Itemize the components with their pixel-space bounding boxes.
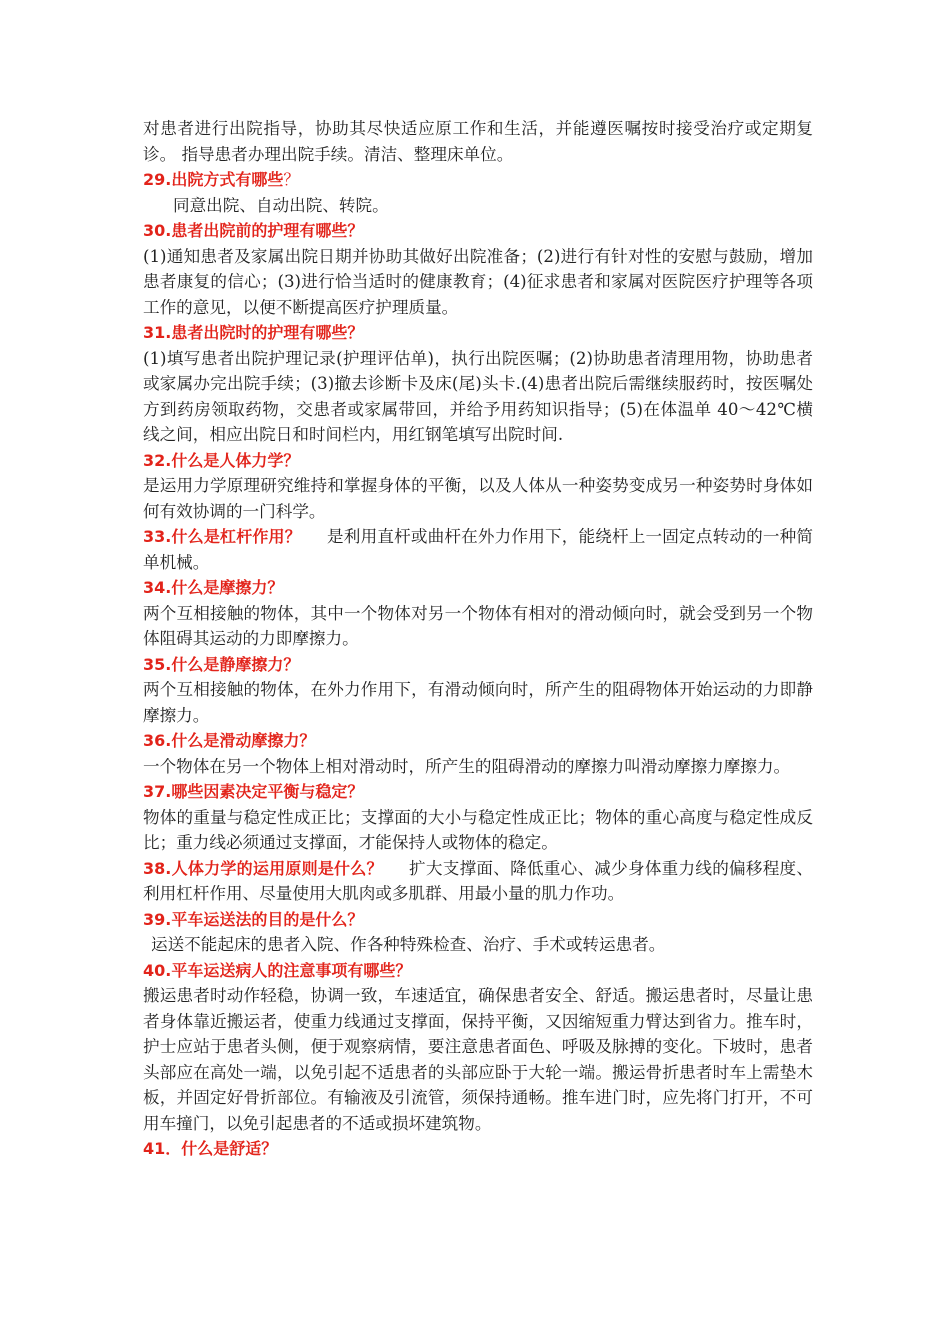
qa-item-39 (143, 907, 813, 958)
question-heading: 39.平车运送法的目的是什么？ (143, 909, 364, 929)
answer-text: (1)通知患者及家属出院日期并协助其做好出院准备；(2)进行有针对性的安慰与鼓励，增加患者康复的信心；(3)进行恰当适时的健康教育；(4)征求患者和家属对医院医疗护理等各项工作的意见，以便不断提高医疗护理质量。 (143, 246, 813, 317)
qa-item-36 (143, 728, 813, 779)
question-heading: 33.什么是杠杆作用？ (143, 527, 301, 546)
question-heading: 36.什么是滑动摩擦力？ (143, 731, 316, 750)
question-heading: 32.什么是人体力学？ (143, 450, 300, 470)
question-heading: 40.平车运送病人的注意事项有哪些？ (143, 960, 412, 980)
qa-item-34 (143, 575, 813, 652)
question-heading: 29.出院方式有哪些？ (143, 170, 300, 189)
intro-paragraph: 对患者进行出院指导，协助其尽快适应原工作和生活，并能遵医嘱按时接受治疗或定期复诊。 指导患者办理出院手续。清洁、整理床单位。 (143, 119, 813, 164)
answer-text: (1)填写患者出院护理记录(护理评估单)，执行出院医嘱；(2)协助患者清理用物，协助患者或家属办完出院手续；(3)撤去诊断卡及床(尾)头卡.(4)患者出院后需继续服药时，按医嘱处方到药房领取药物，交患者或家属带回，并给予用药知识指导；(5)在体温单 40～42℃横线之间，相应出院日和时间栏内，用红钢笔填写出院时间. (143, 348, 813, 444)
qa-item-32 (143, 448, 813, 525)
question-heading: 41．什么是舒适？ (143, 1139, 278, 1158)
question-heading: 34.什么是摩擦力？ (143, 578, 284, 597)
answer-text: 两个互相接触的物体，在外力作用下，有滑动倾向时，所产生的阻碍物体开始运动的力即静摩擦力。 (143, 680, 813, 725)
question-heading: 35.什么是静摩擦力？ (143, 654, 300, 674)
answer-text: 一个物体在另一个物体上相对滑动时，所产生的阻碍滑动的摩擦力叫滑动摩擦力摩擦力。 (143, 756, 791, 776)
question-heading: 37.哪些因素决定平衡与稳定？ (143, 782, 364, 801)
answer-text: 物体的重量与稳定性成正比；支撑面的大小与稳定性成正比；物体的重心高度与稳定性成反比；重力线必须通过支撑面，才能保持人或物体的稳定。 (143, 807, 813, 852)
answer-text: 运送不能起床的患者入院、作各种特殊检查、治疗、手术或转运患者。 (151, 935, 666, 954)
answer-text: 搬运患者时动作轻稳，协调一致，车速适宜，确保患者安全、舒适。搬运患者时，尽量让患者身体靠近搬运者，使重力线通过支撑面，保持平衡，又因缩短重力臂达到省力。推车时，护士应站于患者头侧，便于观察病情，要注意患者面色、呼吸及脉搏的变化。下坡时，患者头部应在高处一端，以免引起不适患者的头部应卧于大轮一端。搬运骨折患者时车上需垫木板，并固定好骨折部位。有输液及引流管，须保持通畅。推车进门时，应先将门打开，不可用车撞门，以免引起患者的不适或损坏建筑物。 (143, 986, 813, 1133)
question-heading: 30.患者出院前的护理有哪些？ (143, 221, 364, 240)
qa-item-37 (143, 779, 813, 856)
answer-text: 是运用力学原理研究维持和掌握身体的平衡，以及人体从一种姿势变成另一种姿势时身体如何有效协调的一门科学。 (143, 476, 813, 521)
answer-text: 两个互相接触的物体，其中一个物体对另一个物体有相对的滑动倾向时，就会受到另一个物体阻碍其运动的力即摩擦力。 (143, 603, 813, 648)
qa-item-35 (143, 652, 813, 729)
qa-item-30 (143, 218, 813, 320)
document-page (143, 116, 813, 1162)
answer-text: 同意出院、自动出院、转院。 (173, 195, 389, 215)
answer-text: 是利用直杆或曲杆在外力作用下，能绕杆上一固定点转动的一种简单机械。 (143, 527, 813, 572)
question-heading: 31.患者出院时的护理有哪些？ (143, 323, 364, 342)
answer-text: 扩大支撑面、降低重心、减少身体重力线的偏移程度、利用杠杆作用、尽量使用大肌肉或多肌群、用最小量的肌力作功。 (143, 858, 813, 903)
qa-item-38 (143, 856, 813, 907)
qa-item-33 (143, 524, 813, 575)
qa-item-29 (143, 167, 813, 218)
question-heading: 38.人体力学的运用原则是什么？ (143, 858, 383, 878)
qa-item-40 (143, 958, 813, 1137)
qa-item-31 (143, 320, 813, 448)
qa-item-41 (143, 1136, 813, 1162)
